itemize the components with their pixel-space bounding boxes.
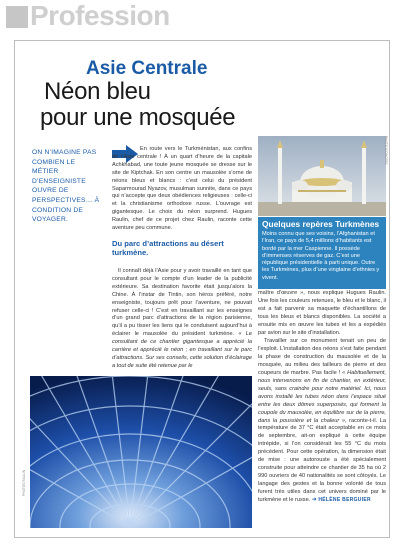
article-body-column2 (258, 290, 386, 504)
mosque-photo-credit: PHOTO ICONOTEC (384, 136, 388, 165)
dome-photo-credit: PHOTOS RAULIN (22, 470, 26, 496)
article-subhead: Du parc d’attractions au désert turkmène. (112, 239, 224, 257)
dome-photo (30, 376, 252, 528)
article-body-column1 (112, 268, 252, 371)
section-header (0, 0, 400, 40)
body-paragraph (258, 338, 386, 504)
mosque-illustration (258, 136, 386, 216)
info-sidebar (258, 217, 386, 289)
body-quote: « Habituellement, nous intervenons en fin de chantier, en extérieur, seuls, sans craindre pour notre matériel. Ici, nous avons installé les tubes néon dans l’espace situé entre les deux dômes superposés, qui forment la coupole du mausolée, en équilibre sur de la pierre, dans la poussière et la chaleur » (258, 370, 386, 424)
sidebar-title: Quelques repères Turkmènes (262, 219, 380, 229)
article-title-line2: pour une mosquée (40, 104, 236, 131)
section-marker (6, 6, 28, 28)
body-text: , raconte-t-il. La température de 37 °C était acceptable en ce mois de septembre, ait-on expliqué à cette équipe intrépide, si l’on considérait les 55 °C du mois précédent. Pour cette opération, la dimension était de mise : une autorouste a été spécialement construite pour atteindre ce chantier de 35 ha où 2 990 ouvriers de 40 nationalités se sont côtoyés. Le langage des gestes et la bonne volonté de tous furent très utiles dans cet univers dominé par le turkmène et le russe. (258, 417, 386, 503)
article-kicker: Asie Centrale (86, 58, 208, 79)
sidebar-body: Moins connu que ses voisins, l’Afghanistan et l’Iran, ce pays de 5,4 millions d’habitants est bordé par la mer Caspienne. Il possède d’immenses réserves de gaz. C’est une république présidentielle à parti unique. Outre les Turkmènes, plus d’une vingtaine d’ethnies y vivent. (262, 231, 380, 281)
article-title-line1: Néon bleu (44, 78, 151, 105)
body-quote: « Le consultant de ce chantier gigantesque a apprécié la carrière et apprécié le néon ; en travaillant sur le parc d’attractions. Sur ses conseils, cette solution d’éclairage a tout de suite été retenue par le (112, 331, 252, 369)
author-signature: HÉLÈNE BERGUIER (318, 496, 371, 503)
section-title: Profession (30, 0, 170, 31)
body-paragraph: Il connaît déjà l’Asie pour y avoir travaillé en tant que consultant pour le compte d’un leader de la publicité extérieure. Sa destination favorite était jusqu’alors la Chine. À l’instar de Tintin, son héros préféré, notre enseigniste, toujours prêt pour l’aventure, ne pouvait refuser celle-ci ! C’est en travaillant sur les enseignes d’un grand parc d’attractions de la région parisienne, qu’il a pu tisser les liens qui le conduisent aujourd’hui à éclairer le mausolée du président turkmène. (112, 268, 252, 338)
mosque-photo (258, 136, 386, 216)
dome-illustration (30, 376, 252, 528)
body-paragraph: maître d’œuvre », nous explique Hugues Raulin. Une fois les couleurs retenues, le bleu et le blanc, il est a fait parvenir sa maquette d’échantillons de tous les bleus et blancs disponibles. La société a ensuite mis en œuvre les tubes et les a expédiés par avion sur le site d’installation. (258, 290, 386, 336)
end-arrow-icon: ➜ (311, 496, 317, 503)
article-lede: ON N’IMAGINE PAS COMBIEN LE MÉTIER D’ENSEIGNISTE OUVRE DE PERSPECTIVES… À CONDITION DE VOYAGER. (32, 149, 100, 224)
body-text: Travailler sur ce monument tenait un peu de l’exploit. L’installation des néons s’est faite pendant la phase de construction du mausolée et de la mosquée, au milieu des tailleurs de pierre et des coupeurs de marbre. Pas facile ! (258, 338, 386, 377)
article-intro: En route vers le Turkménistan, aux confins de l’Asie centrale ! À un quart d’heure de la capitale Achkhabad, une toute jeune mosquée se dresse sur le site de Kiptchak. En son centre un mausolée s’orne de néons bleus et blancs : c’est celui du président Saparmourad Nyazov, musulman sunnite, dans ce pays qui n’accepte que deux obédiences religieuses : celle-ci et la christianisme orthodoxe russe. L’ouvrage est gigantesque. Le choix du néon surprend. Hugues Raulin, chef de ce projet chez Raulin, raconte cette aventure peu commune. (112, 146, 252, 232)
